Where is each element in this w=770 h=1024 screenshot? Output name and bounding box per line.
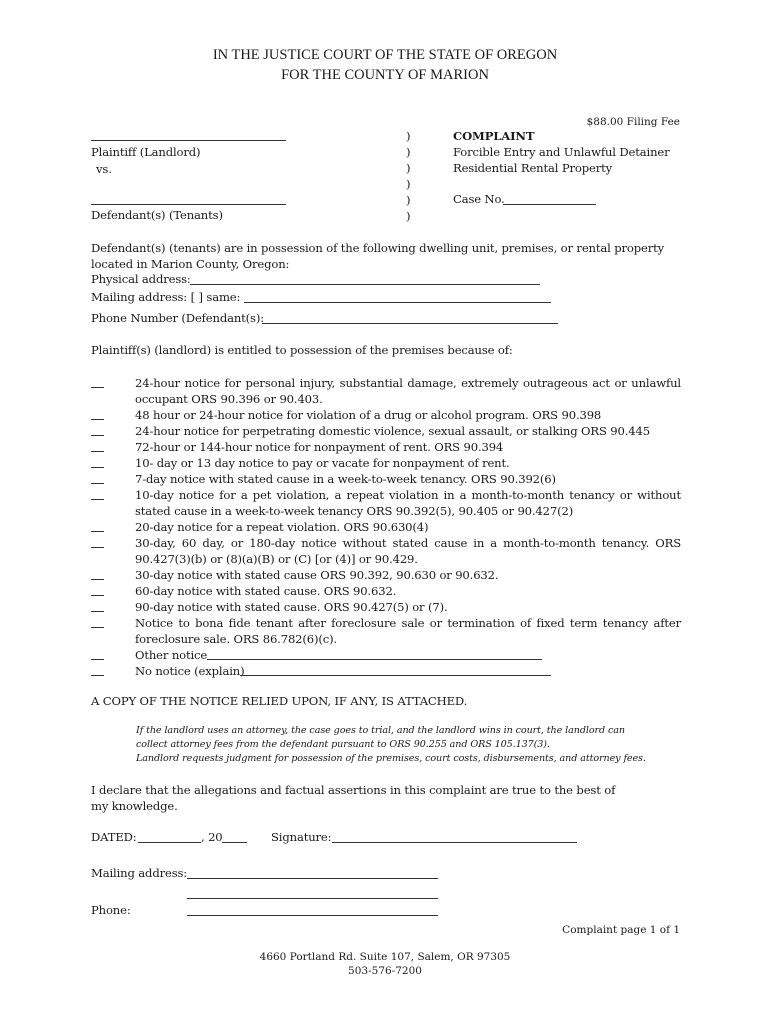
footer-address: 4660 Portland Rd. Suite 107, Salem, OR 97305 (259, 951, 511, 963)
complaint-subtitle-1: Forcible Entry and Unlawful Detainer (453, 145, 670, 159)
complaint-subtitle-2: Residential Rental Property (453, 161, 612, 175)
reason-item (91, 647, 681, 663)
premises-intro: Defendant(s) (tenants) are in possession of the following dwelling unit, premises, or rental property located in Marion County, Oregon: (91, 241, 664, 271)
reason-text: 24-hour notice for perpetrating domestic violence, sexual assault, or stalking ORS 90.445 (135, 424, 650, 438)
reason-checkbox-blank[interactable] (91, 435, 104, 436)
reason-item (91, 567, 681, 583)
reason-item (91, 455, 681, 471)
judgment-request-note: Landlord requests judgment for possession of the premises, court costs, disbursements, and attorney fees. (136, 753, 646, 764)
reason-text: 60-day notice with stated cause. ORS 90.632. (135, 584, 397, 598)
plaintiff-mailing-label: Mailing address: (91, 866, 188, 880)
reason-checkbox-blank[interactable] (91, 675, 104, 676)
caption-paren: ) (406, 145, 411, 159)
reason-text: 24-hour notice for personal injury, substantial damage, extremely outrageous act or unlawful occupant ORS 90.396 or 90.403. (135, 376, 681, 406)
reason-text: 20-day notice for a repeat violation. ORS 90.630(4) (135, 520, 429, 534)
caption-paren: ) (406, 209, 411, 223)
reason-item (91, 663, 681, 679)
year-field[interactable] (222, 842, 247, 843)
case-no-field[interactable] (503, 204, 596, 205)
defendant-name-field[interactable] (91, 204, 286, 205)
physical-address-label: Physical address: (91, 272, 191, 286)
reason-text: 90-day notice with stated cause. ORS 90.427(5) or (7). (135, 600, 448, 614)
reason-item (91, 375, 681, 407)
attorney-fee-note: If the landlord uses an attorney, the case goes to trial, and the landlord wins in court, the landlord can collect attorney fees from the defendant pursuant to ORS 90.255 and ORS 105.137(3). (136, 725, 625, 750)
plaintiff-phone-label: Phone: (91, 903, 131, 917)
reason-text: 10- day or 13 day notice to pay or vacate for nonpayment of rent. (135, 456, 510, 470)
reason-item (91, 471, 681, 487)
notice-attached-statement: A COPY OF THE NOTICE RELIED UPON, IF ANY, IS ATTACHED. (91, 694, 468, 708)
reason-text: Other notice (135, 648, 208, 662)
reason-checkbox-blank[interactable] (91, 387, 104, 388)
reason-item (91, 615, 681, 647)
reason-checkbox-blank[interactable] (91, 579, 104, 580)
reason-text: 30-day, 60 day, or 180-day notice without stated cause in a month-to-month tenancy. ORS 90.427(3)(b) or (8)(a)(B) or (C) [or (4)] or 90.429. (135, 536, 681, 566)
reason-checkbox-blank[interactable] (91, 627, 104, 628)
reason-text: 10-day notice for a pet violation, a repeat violation in a month-to-month tenancy or without stated cause in a week-to-week tenancy ORS 90.392(5), 90.405 or 90.427(2) (135, 488, 681, 518)
plaintiff-label: Plaintiff (Landlord) (91, 145, 201, 159)
reason-checkbox-blank[interactable] (91, 499, 104, 500)
caption-paren: ) (406, 129, 411, 143)
reason-item (91, 407, 681, 423)
caption-paren: ) (406, 161, 411, 175)
year-prefix: , 20 (201, 830, 223, 844)
signature-label: Signature: (271, 830, 332, 844)
reason-checkbox-blank[interactable] (91, 483, 104, 484)
court-title-line1: IN THE JUSTICE COURT OF THE STATE OF OREGON (212, 47, 558, 63)
mailing-address-label: Mailing address: [ ] same: (91, 290, 241, 304)
reason-checkbox-blank[interactable] (91, 419, 104, 420)
reason-text: 72-hour or 144-hour notice for nonpayment of rent. ORS 90.394 (135, 440, 504, 454)
reason-text: No notice (explain) (135, 664, 245, 678)
reason-text: 7-day notice with stated cause in a week-to-week tenancy. ORS 90.392(6) (135, 472, 556, 486)
filing-fee: $88.00 Filing Fee (586, 116, 680, 128)
plaintiff-mailing-field[interactable] (187, 878, 438, 879)
defendant-phone-field[interactable] (262, 323, 558, 324)
plaintiff-name-field[interactable] (91, 140, 286, 141)
dated-label: DATED: (91, 830, 137, 844)
reason-checkbox-blank[interactable] (91, 451, 104, 452)
caption-paren: ) (406, 193, 411, 207)
case-no-label: Case No. (453, 192, 505, 206)
reason-checkbox-blank[interactable] (91, 467, 104, 468)
date-field[interactable] (138, 842, 201, 843)
vs-label: vs. (96, 162, 112, 176)
page-number: Complaint page 1 of 1 (562, 924, 680, 936)
reason-checkbox-blank[interactable] (91, 531, 104, 532)
reason-checkbox-blank[interactable] (91, 659, 104, 660)
plaintiff-phone-field[interactable] (187, 915, 438, 916)
reason-text: Notice to bona fide tenant after foreclosure sale or termination of fixed term tenancy after foreclosure sale. ORS 86.782(6)(c). (135, 616, 681, 646)
reason-item (91, 583, 681, 599)
other-notice-field[interactable] (207, 659, 542, 660)
declaration-statement: I declare that the allegations and factual assertions in this complaint are true to the best of my knowledge. (91, 783, 616, 813)
signature-field[interactable] (332, 842, 577, 843)
defendant-label: Defendant(s) (Tenants) (91, 208, 223, 222)
phone-number-label: Phone Number (Defendant(s): (91, 311, 264, 325)
reason-checkbox-blank[interactable] (91, 611, 104, 612)
reason-item (91, 423, 681, 439)
reason-checkbox-blank[interactable] (91, 547, 104, 548)
reason-item (91, 487, 681, 519)
footer-phone: 503-576-7200 (348, 965, 422, 977)
reason-item (91, 535, 681, 567)
physical-address-field[interactable] (190, 284, 540, 285)
reason-item (91, 599, 681, 615)
no-notice-explain-field[interactable] (240, 675, 551, 676)
defendant-mailing-address-field[interactable] (244, 302, 551, 303)
reason-item (91, 519, 681, 535)
plaintiff-mailing-field-line2[interactable] (187, 898, 438, 899)
reason-text: 48 hour or 24-hour notice for violation of a drug or alcohol program. ORS 90.398 (135, 408, 602, 422)
entitled-statement: Plaintiff(s) (landlord) is entitled to possession of the premises because of: (91, 343, 513, 357)
complaint-title: COMPLAINT (453, 129, 535, 143)
reason-item (91, 439, 681, 455)
reason-text: 30-day notice with stated cause ORS 90.392, 90.630 or 90.632. (135, 568, 499, 582)
reason-checkbox-blank[interactable] (91, 595, 104, 596)
caption-paren: ) (406, 177, 411, 191)
court-title-line2: FOR THE COUNTY OF MARION (281, 67, 489, 83)
